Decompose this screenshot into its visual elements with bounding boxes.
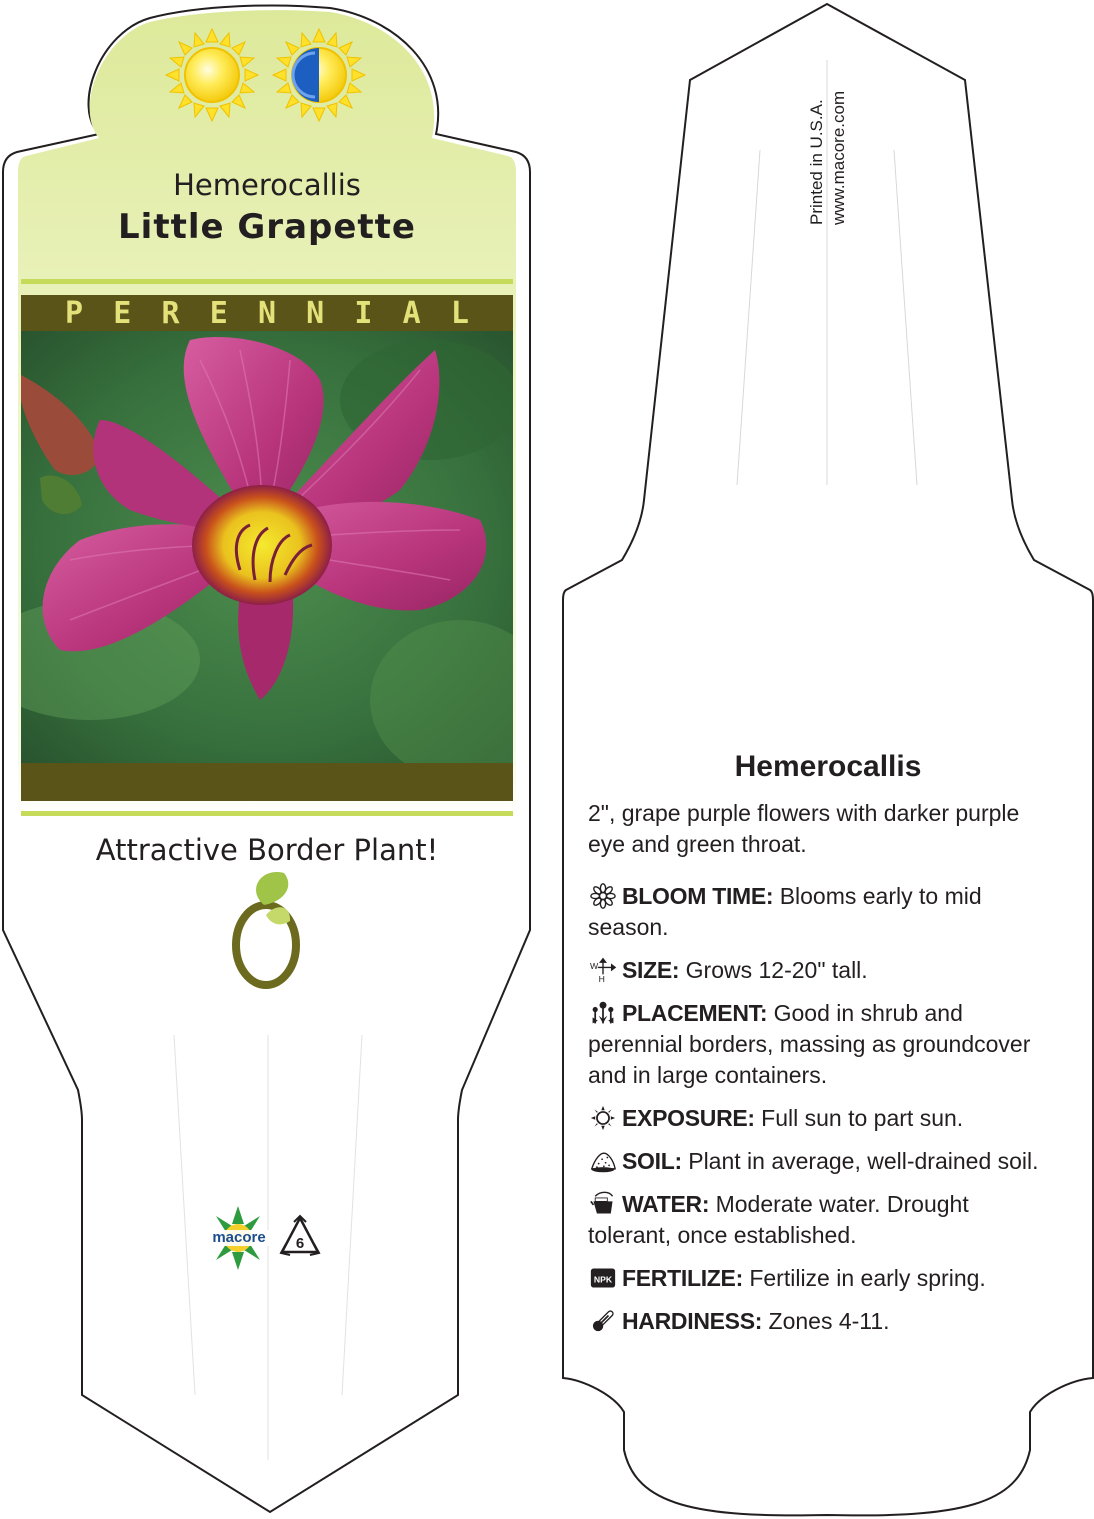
size-arrows-icon [588, 957, 618, 983]
care-text: Grows 12-20" tall. [685, 957, 868, 983]
care-text: Blooms early to mid season. [588, 883, 982, 940]
category-letter: E [113, 295, 132, 331]
brand-logo-text: macore [212, 1229, 266, 1246]
care-row [588, 1103, 1058, 1134]
category-letter: N [306, 295, 325, 331]
recycle-code: 6 [295, 1235, 305, 1252]
care-text: Zones 4-11. [768, 1308, 890, 1334]
category-letter: P [65, 295, 84, 331]
care-label: BLOOM TIME: [622, 883, 774, 909]
photo-bottom-band [21, 763, 513, 801]
care-row [588, 881, 1058, 943]
category-banner [21, 295, 513, 331]
care-row [588, 1306, 1058, 1337]
tagline: Attractive Border Plant! [95, 833, 439, 867]
svg-text:NPK: NPK [593, 1274, 613, 1285]
plants-icon [588, 1000, 618, 1026]
genus-name: Hemerocallis [173, 168, 361, 202]
care-label: FERTILIZE: [622, 1265, 743, 1291]
care-text: Plant in average, well-drained soil. [688, 1148, 1039, 1174]
category-letter: I [354, 295, 373, 331]
sun-outline-icon [588, 1105, 618, 1131]
website-text: www.macore.com [829, 90, 848, 225]
care-row [588, 1189, 1058, 1251]
category-letter: L [450, 295, 469, 331]
thermometer-icon [588, 1308, 618, 1334]
svg-text:W: W [590, 961, 599, 972]
care-list [588, 881, 1058, 1337]
flower-icon [588, 883, 618, 909]
daylily-photo [0, 331, 550, 780]
care-label: PLACEMENT: [622, 1000, 768, 1026]
care-row [588, 1263, 1058, 1294]
npk-icon [588, 1265, 618, 1291]
care-label: SIZE: [622, 957, 680, 983]
care-text: Full sun to part sun. [761, 1105, 964, 1131]
care-label: HARDINESS: [622, 1308, 763, 1334]
watering-can-icon [588, 1191, 618, 1217]
category-letter: E [209, 295, 228, 331]
category-letter: R [161, 295, 180, 331]
plant-description: 2", grape purple flowers with darker purple eye and green throat. [588, 800, 1020, 857]
back-title: Hemerocallis [734, 750, 922, 783]
svg-text:H: H [598, 974, 605, 983]
category-letter: A [402, 295, 421, 331]
care-label: WATER: [622, 1191, 710, 1217]
care-label: SOIL: [622, 1148, 682, 1174]
soil-pile-icon [588, 1148, 618, 1174]
care-text: Fertilize in early spring. [749, 1265, 986, 1291]
care-text: Good in shrub and perennial borders, massing as groundcover and in large containers. [588, 1000, 1031, 1088]
care-text: Moderate water. Drought tolerant, once established. [588, 1191, 969, 1248]
printed-in-text: Printed in U.S.A. [807, 99, 826, 225]
printed-in-label [806, 91, 850, 225]
category-letter: N [257, 295, 276, 331]
care-row [588, 1146, 1058, 1177]
cultivar-name: Little Grapette [118, 207, 416, 247]
care-row [588, 998, 1058, 1091]
care-label: EXPOSURE: [622, 1105, 755, 1131]
care-row [588, 955, 1058, 986]
